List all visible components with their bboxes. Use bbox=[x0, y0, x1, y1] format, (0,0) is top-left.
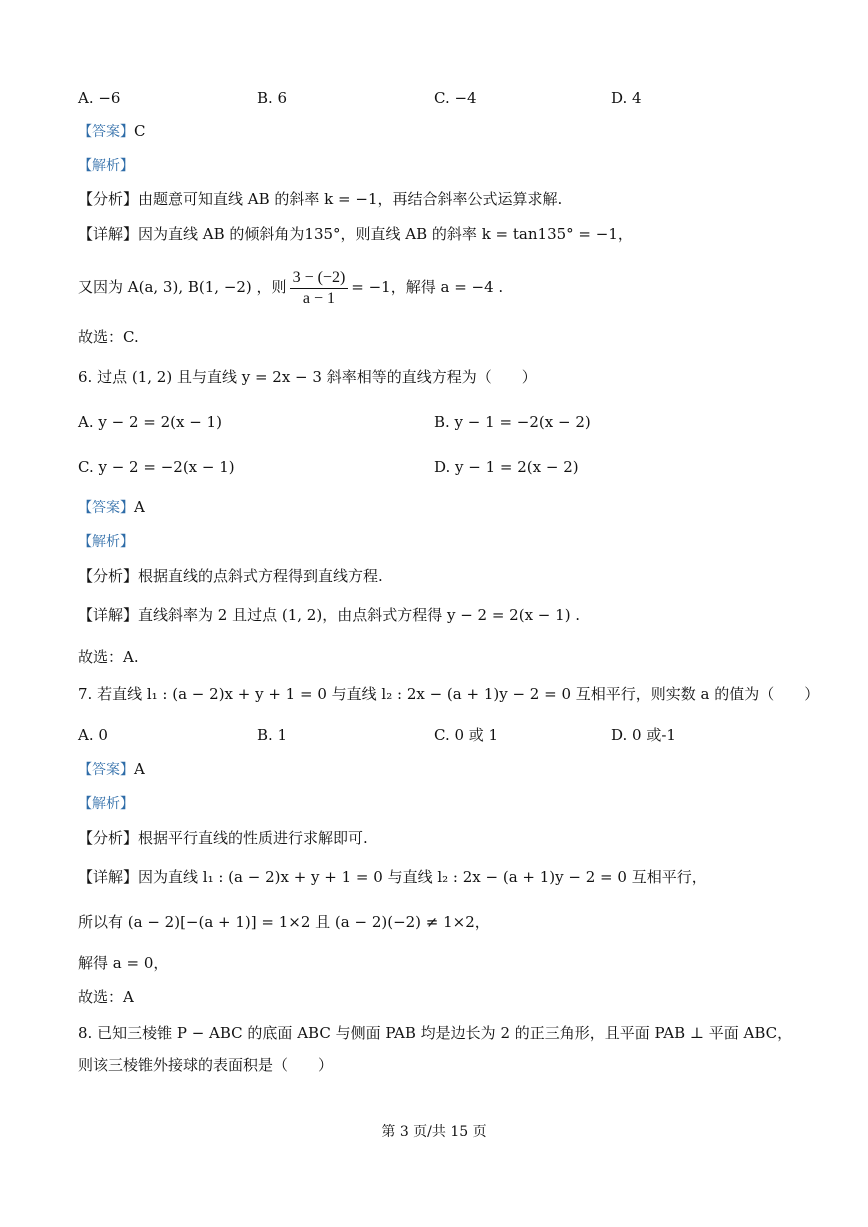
q6-xiangjie bbox=[78, 603, 580, 627]
analysis-tag: 【解析】 bbox=[78, 158, 134, 174]
fraction-denominator: a − 1 bbox=[302, 289, 335, 307]
answer-tag: 【答案】 bbox=[78, 500, 134, 516]
q5-xiangjie bbox=[78, 222, 633, 246]
q5-option-d: D. 4 bbox=[611, 89, 642, 107]
analysis-tag: 【解析】 bbox=[78, 534, 134, 550]
q5-guxuan: 故选：C. bbox=[78, 328, 139, 346]
q7-line2: 所以有 (a − 2)[−(a + 1)] = 1×2 且 (a − 2)(−2) ≠ 1×2， bbox=[78, 913, 490, 931]
fenxi-tag: 【分析】 bbox=[78, 190, 139, 208]
q7-stem: 7. 若直线 l₁ : (a − 2)x + y + 1 = 0 与直线 l₂ : 2x − (a + 1)y − 2 = 0 互相平行，则实数 a 的值为（ ） bbox=[78, 685, 820, 703]
fenxi-text: 根据平行直线的性质进行求解即可. bbox=[138, 829, 368, 847]
q6-stem: 6. 过点 (1, 2) 且与直线 y = 2x − 3 斜率相等的直线方程为（ ） bbox=[78, 368, 537, 386]
q5-analysis-tag bbox=[78, 153, 134, 178]
q5-option-c: C. −4 bbox=[434, 89, 477, 107]
q8-stem-line2: 则该三棱锥外接球的表面积是（ ） bbox=[78, 1056, 334, 1074]
answer-tag: 【答案】 bbox=[78, 124, 134, 140]
q7-answer bbox=[78, 757, 145, 782]
fenxi-tag: 【分析】 bbox=[78, 829, 139, 847]
xiangjie-tag: 【详解】 bbox=[78, 606, 139, 624]
q7-guxuan: 故选：A bbox=[78, 988, 134, 1006]
q7-option-c: C. 0 或 1 bbox=[434, 726, 499, 744]
q5-option-a: A. −6 bbox=[78, 89, 121, 107]
answer-value: A bbox=[134, 760, 145, 778]
fraction-numerator: 3 − (−2) bbox=[290, 268, 349, 289]
q6-option-b: B. y − 1 = −2(x − 2) bbox=[434, 413, 591, 431]
q6-option-d: D. y − 1 = 2(x − 2) bbox=[434, 458, 579, 476]
q7-option-d: D. 0 或-1 bbox=[611, 726, 676, 744]
line2-post: = −1，解得 a = −4 . bbox=[351, 278, 504, 296]
q5-line2 bbox=[78, 265, 503, 309]
q7-option-b: B. 1 bbox=[257, 726, 288, 744]
q5-option-b: B. 6 bbox=[257, 89, 288, 107]
q7-option-a: A. 0 bbox=[78, 726, 108, 744]
xiangjie-text: 直线斜率为 2 且过点 (1, 2)，由点斜式方程得 y − 2 = 2(x − 1) . bbox=[138, 606, 581, 624]
answer-value: C bbox=[134, 122, 146, 140]
q5-answer bbox=[78, 119, 145, 144]
q6-analysis-tag bbox=[78, 529, 134, 554]
fenxi-text: 根据直线的点斜式方程得到直线方程. bbox=[138, 567, 383, 585]
q6-option-a: A. y − 2 = 2(x − 1) bbox=[78, 413, 222, 431]
fenxi-tag: 【分析】 bbox=[78, 567, 139, 585]
q6-answer bbox=[78, 495, 145, 520]
q5-fenxi bbox=[78, 187, 562, 211]
fenxi-text: 由题意可知直线 AB 的斜率 k = −1，再结合斜率公式运算求解. bbox=[138, 190, 563, 208]
xiangjie-text: 因为直线 l₁ : (a − 2)x + y + 1 = 0 与直线 l₂ : 2x − (a + 1)y − 2 = 0 互相平行， bbox=[138, 868, 707, 886]
q6-guxuan: 故选：A. bbox=[78, 648, 139, 666]
q6-fenxi bbox=[78, 564, 383, 588]
answer-tag: 【答案】 bbox=[78, 762, 134, 778]
q8-stem-line1: 8. 已知三棱锥 P − ABC 的底面 ABC 与侧面 PAB 均是边长为 2 的正三角形，且平面 PAB ⊥ 平面 ABC， bbox=[78, 1024, 793, 1042]
line2-pre: 又因为 A(a, 3), B(1, −2) ，则 bbox=[78, 278, 287, 296]
page-footer: 第 3 页/共 15 页 bbox=[381, 1124, 487, 1140]
q7-line3: 解得 a = 0， bbox=[78, 954, 169, 972]
xiangjie-text: 因为直线 AB 的倾斜角为135°，则直线 AB 的斜率 k = tan135° = −1， bbox=[138, 225, 633, 243]
xiangjie-tag: 【详解】 bbox=[78, 225, 139, 243]
fraction bbox=[290, 268, 349, 309]
q7-fenxi bbox=[78, 826, 368, 850]
q6-option-c: C. y − 2 = −2(x − 1) bbox=[78, 458, 235, 476]
xiangjie-tag: 【详解】 bbox=[78, 868, 139, 886]
q7-analysis-tag bbox=[78, 791, 134, 816]
answer-value: A bbox=[134, 498, 145, 516]
analysis-tag: 【解析】 bbox=[78, 796, 134, 812]
q7-xiangjie bbox=[78, 865, 707, 889]
